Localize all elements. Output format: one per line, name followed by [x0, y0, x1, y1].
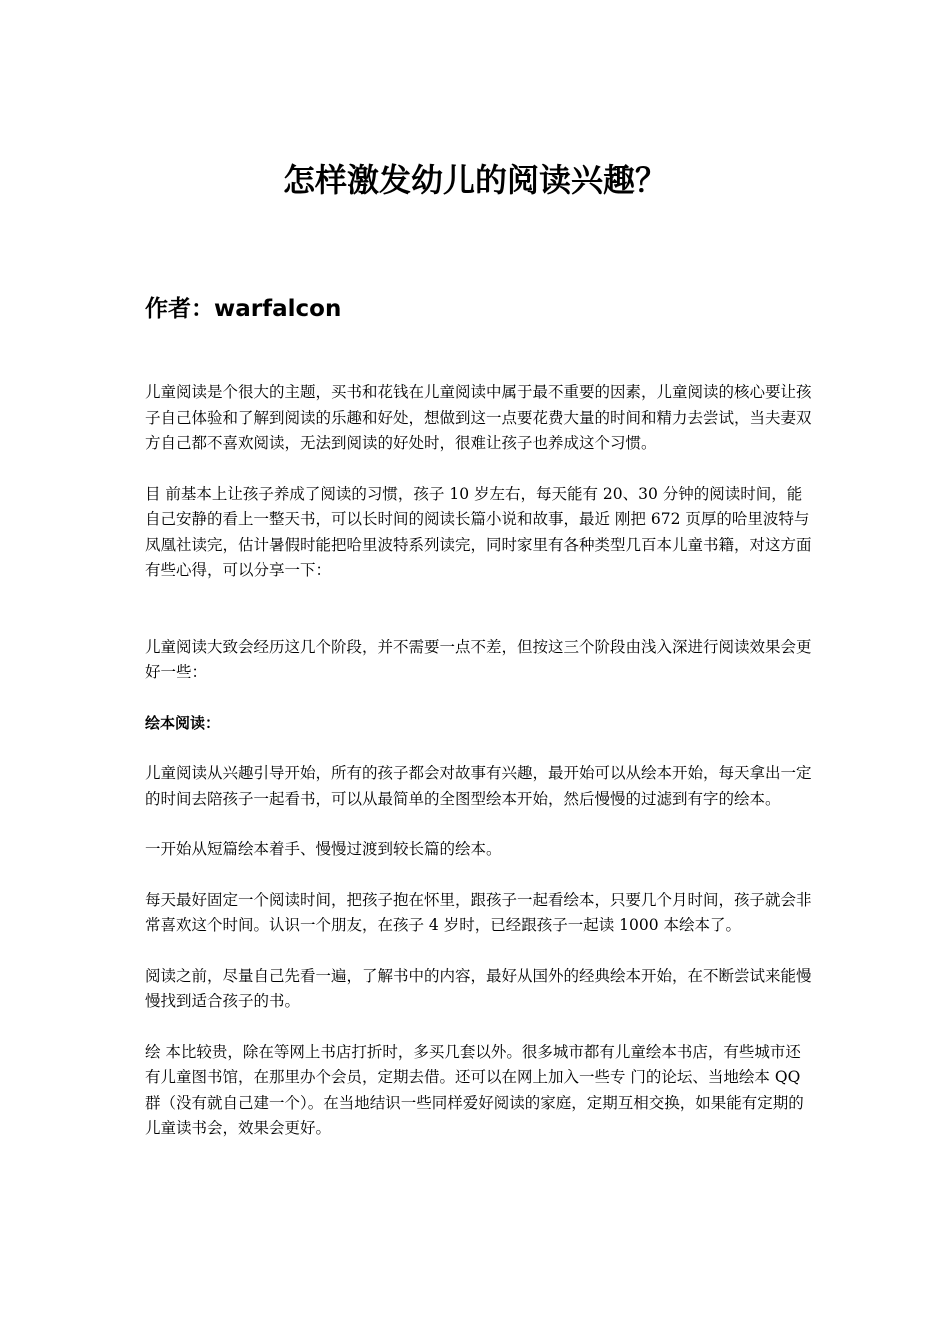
paragraph-8: 绘 本比较贵，除在等网上书店打折时，多买几套以外。很多城市都有儿童绘本书店，有些城市还有儿童图书馆，在那里办个会员，定期去借。还可以在网上加入一些专 门的论坛、当地绘本 QQ 群（没有就自己建一个）。在当地结识一些同样爱好阅读的家庭，定期互相交换，如果能有定期的儿童读书会，效果会更好。	[145, 1042, 804, 1137]
paragraph-2: 目 前基本上让孩子养成了阅读的习惯，孩子 10 岁左右，每天能有 20、30 分钟的阅读时间，能自己安静的看上一整天书，可以长时间的阅读长篇小说和故事，最近 刚把 672 页厚的哈里波特与凤凰社读完，估计暑假时能把哈里波特系列读完，同时家里有各种类型几百本儿童书籍，对这方面有些心得，可以分享一下：	[145, 484, 812, 579]
paragraph-5: 一开始从短篇绘本着手、慢慢过渡到较长篇的绘本。	[145, 840, 502, 858]
paragraph-3: 儿童阅读大致会经历这几个阶段，并不需要一点不差，但按这三个阶段由浅入深进行阅读效果会更好一些：	[145, 637, 812, 681]
paragraph-6: 每天最好固定一个阅读时间，把孩子抱在怀里，跟孩子一起看绘本，只要几个月时间，孩子就会非常喜欢这个时间。认识一个朋友，在孩子 4 岁时，已经跟孩子一起读 1000 本绘本了。	[145, 890, 812, 934]
author-line: 作者：warfalcon	[145, 296, 342, 322]
document-title: 怎样激发幼儿的阅读兴趣？	[282, 161, 667, 199]
paragraph-4: 儿童阅读从兴趣引导开始，所有的孩子都会对故事有兴趣，最开始可以从绘本开始，每天拿出一定的时间去陪孩子一起看书，可以从最简单的全图型绘本开始，然后慢慢的过滤到有字的绘本。	[145, 764, 812, 808]
paragraph-1: 儿童阅读是个很大的主题，买书和花钱在儿童阅读中属于最不重要的因素，儿童阅读的核心要让孩子自己体验和了解到阅读的乐趣和好处，想做到这一点要花费大量的时间和精力去尝试，当夫妻双方自己都不喜欢阅读，无法到阅读的好处时，很难让孩子也养成这个习惯。	[145, 383, 812, 452]
document-body	[145, 380, 815, 1142]
paragraph-7: 阅读之前，尽量自己先看一遍，了解书中的内容，最好从国外的经典绘本开始，在不断尝试来能慢慢找到适合孩子的书。	[145, 966, 812, 1010]
section-heading: 绘本阅读：	[145, 713, 221, 732]
